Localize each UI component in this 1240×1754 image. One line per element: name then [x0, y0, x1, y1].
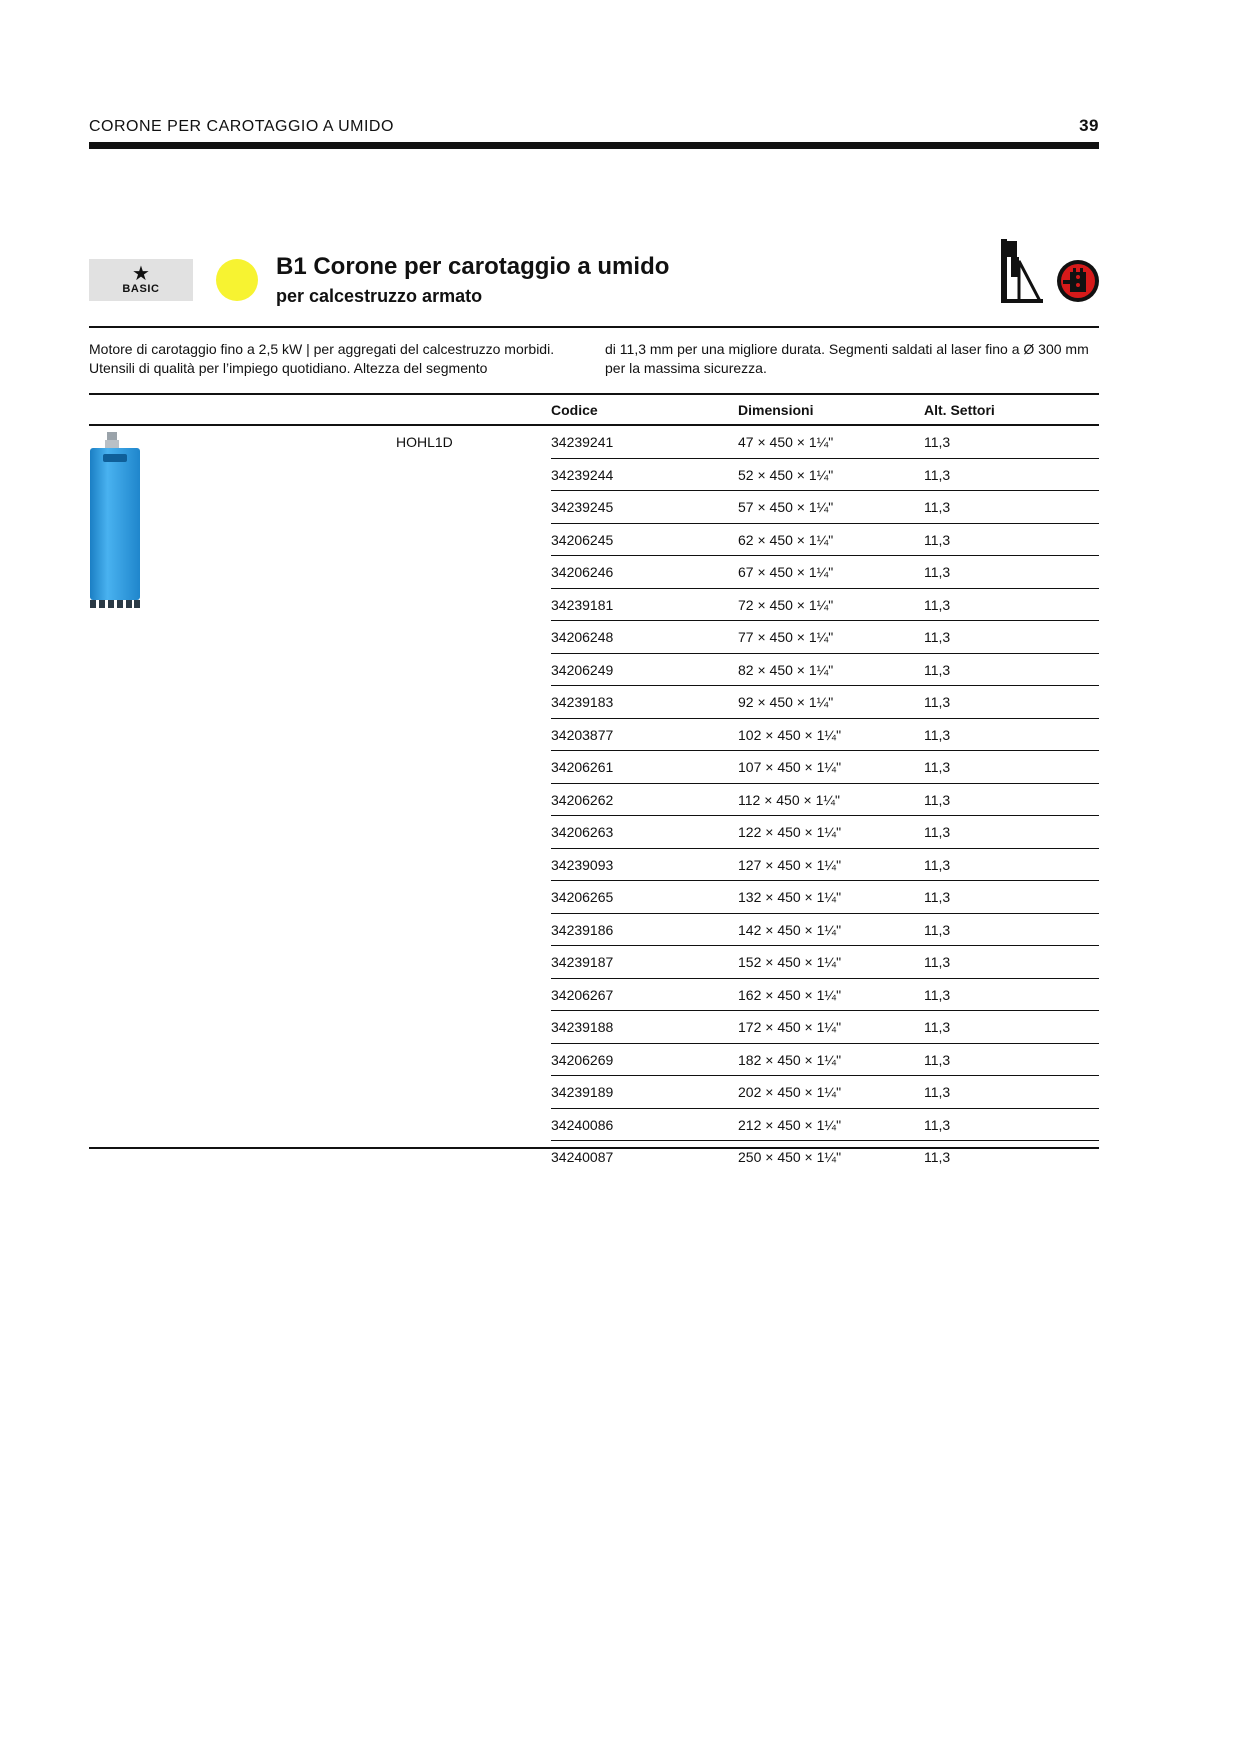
cell-alt-settori: 11,3	[924, 1019, 951, 1035]
cell-alt-settori: 11,3	[924, 1149, 951, 1165]
cell-dimensioni: 172 × 450 × 1¼"	[738, 1019, 842, 1035]
cell-alt-settori: 11,3	[924, 694, 951, 710]
cell-alt-settori: 11,3	[924, 596, 951, 613]
table-row	[551, 654, 1099, 687]
table-row	[551, 1044, 1099, 1077]
cell-codice: 34203877	[551, 726, 614, 743]
cell-alt-settori: 11,3	[924, 954, 951, 970]
cell-codice: 34239187	[551, 954, 614, 970]
table-bottom-rule	[89, 1147, 1099, 1149]
cell-dimensioni: 67 × 450 × 1¼"	[738, 564, 834, 580]
cell-alt-settori: 11,3	[924, 629, 951, 645]
page-number: 39	[1079, 116, 1099, 135]
model-code: HOHL1D	[396, 434, 453, 450]
cell-codice: 34239245	[551, 499, 614, 515]
cell-codice: 34239093	[551, 856, 614, 873]
table-row	[551, 589, 1099, 622]
table-row	[551, 1011, 1099, 1044]
cell-dimensioni: 47 × 450 × 1¼"	[738, 434, 834, 450]
cell-dimensioni: 77 × 450 × 1¼"	[738, 629, 834, 645]
cell-dimensioni: 152 × 450 × 1¼"	[738, 954, 842, 970]
header-alt-settori: Alt. Settori	[924, 402, 995, 418]
table-row	[551, 686, 1099, 719]
cell-dimensioni: 107 × 450 × 1¼"	[738, 759, 842, 775]
cell-dimensioni: 62 × 450 × 1¼"	[738, 531, 834, 548]
table-top-rule	[89, 393, 1099, 395]
table-row	[551, 1109, 1099, 1142]
table-row	[551, 946, 1099, 979]
wet-motor-icon	[1056, 259, 1100, 303]
cell-dimensioni: 102 × 450 × 1¼"	[738, 726, 842, 743]
table-row	[551, 719, 1099, 752]
table-row	[551, 914, 1099, 947]
table-row	[551, 556, 1099, 589]
cell-alt-settori: 11,3	[924, 986, 951, 1003]
cell-codice: 34206263	[551, 824, 614, 840]
cell-codice: 34239181	[551, 596, 614, 613]
cell-alt-settori: 11,3	[924, 889, 951, 905]
section-rule	[89, 326, 1099, 328]
header-dimensioni: Dimensioni	[738, 402, 814, 418]
table-row	[551, 524, 1099, 557]
cell-dimensioni: 142 × 450 × 1¼"	[738, 921, 842, 938]
cell-alt-settori: 11,3	[924, 531, 951, 548]
cell-dimensioni: 162 × 450 × 1¼"	[738, 986, 842, 1003]
cell-alt-settori: 11,3	[924, 726, 951, 743]
cell-codice: 34206262	[551, 791, 614, 808]
cell-codice: 34239241	[551, 434, 614, 450]
cell-alt-settori: 11,3	[924, 466, 951, 483]
cell-codice: 34239188	[551, 1019, 614, 1035]
cell-alt-settori: 11,3	[924, 759, 951, 775]
cell-codice: 34240086	[551, 1116, 614, 1133]
cell-dimensioni: 122 × 450 × 1¼"	[738, 824, 842, 840]
cell-dimensioni: 72 × 450 × 1¼"	[738, 596, 834, 613]
cell-alt-settori: 11,3	[924, 499, 951, 515]
cell-codice: 34239189	[551, 1084, 614, 1100]
core-drill-rig-icon	[1001, 239, 1043, 303]
cell-alt-settori: 11,3	[924, 856, 951, 873]
star-icon: ★	[132, 262, 150, 285]
cell-dimensioni: 250 × 450 × 1¼"	[738, 1149, 842, 1165]
cell-codice: 34206267	[551, 986, 614, 1003]
product-subtitle: per calcestruzzo armato	[276, 286, 483, 306]
cell-codice: 34239186	[551, 921, 614, 938]
cell-codice: 34239244	[551, 466, 614, 483]
cell-alt-settori: 11,3	[924, 824, 951, 840]
basic-badge	[89, 259, 193, 301]
cell-alt-settori: 11,3	[924, 434, 951, 450]
running-header	[89, 112, 1099, 136]
cell-alt-settori: 11,3	[924, 1084, 951, 1100]
cell-codice: 34206261	[551, 759, 614, 775]
cell-alt-settori: 11,3	[924, 661, 951, 678]
cell-alt-settori: 11,3	[924, 921, 951, 938]
cell-alt-settori: 11,3	[924, 791, 951, 808]
cell-alt-settori: 11,3	[924, 1116, 951, 1133]
core-bit-product-image	[89, 432, 141, 610]
cell-dimensioni: 132 × 450 × 1¼"	[738, 889, 842, 905]
cell-codice: 34206246	[551, 564, 614, 580]
table-row	[551, 751, 1099, 784]
cell-dimensioni: 92 × 450 × 1¼"	[738, 694, 834, 710]
yellow-dot-icon	[216, 259, 258, 301]
cell-dimensioni: 202 × 450 × 1¼"	[738, 1084, 842, 1100]
description-left: Motore di carotaggio fino a 2,5 kW | per aggregati del calcestruzzo morbidi. Utensili di qualità per l’impiego quotidiano. Altezza del segmento	[89, 341, 555, 376]
cell-dimensioni: 57 × 450 × 1¼"	[738, 499, 834, 515]
cell-dimensioni: 112 × 450 × 1¼"	[738, 791, 841, 808]
table-row	[551, 849, 1099, 882]
badge-label: BASIC	[122, 282, 160, 295]
cell-codice: 34206265	[551, 889, 614, 905]
cell-alt-settori: 11,3	[924, 1051, 951, 1068]
cell-codice: 34206249	[551, 661, 614, 678]
table-row	[551, 459, 1099, 492]
table-row	[551, 979, 1099, 1012]
table-row	[551, 816, 1099, 849]
table-row	[551, 784, 1099, 817]
cell-dimensioni: 127 × 450 × 1¼"	[738, 856, 842, 873]
header-codice: Codice	[551, 402, 598, 418]
header-rule	[89, 142, 1099, 149]
table-row	[551, 1076, 1099, 1109]
table-row	[551, 621, 1099, 654]
section-title: CORONE PER CAROTAGGIO A UMIDO	[89, 118, 394, 135]
cell-alt-settori: 11,3	[924, 564, 951, 580]
description-right: di 11,3 mm per una migliore durata. Segmenti saldati al laser fino a Ø 300 mm per la massima sicurezza.	[605, 341, 1089, 376]
cell-codice: 34206248	[551, 629, 614, 645]
product-table	[551, 426, 1099, 1173]
table-row	[551, 491, 1099, 524]
cell-dimensioni: 52 × 450 × 1¼"	[738, 466, 834, 483]
cell-dimensioni: 212 × 450 × 1¼"	[738, 1116, 842, 1133]
cell-codice: 34239183	[551, 694, 614, 710]
table-row	[551, 426, 1099, 459]
table-row	[551, 1141, 1099, 1173]
cell-dimensioni: 182 × 450 × 1¼"	[738, 1051, 842, 1068]
table-row	[551, 881, 1099, 914]
product-title: B1 Corone per carotaggio a umido	[276, 253, 670, 280]
cell-dimensioni: 82 × 450 × 1¼"	[738, 661, 834, 678]
cell-codice: 34240087	[551, 1149, 614, 1165]
cell-codice: 34206245	[551, 531, 614, 548]
cell-codice: 34206269	[551, 1051, 614, 1068]
